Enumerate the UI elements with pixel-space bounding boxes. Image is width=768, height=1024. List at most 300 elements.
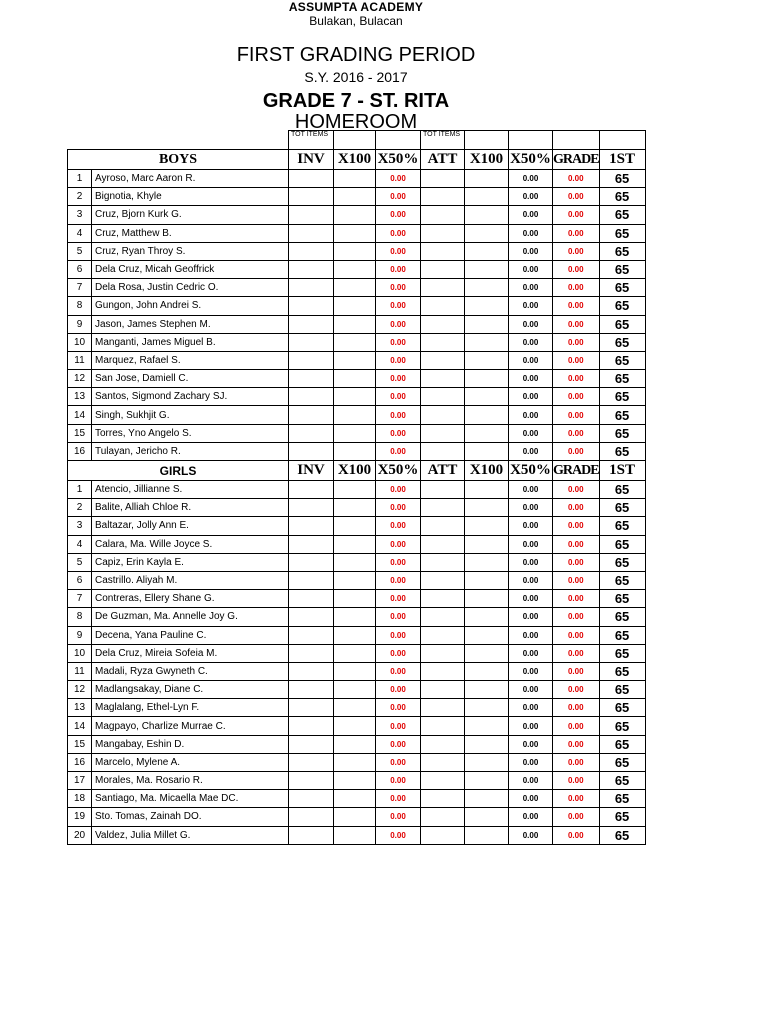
first-grading-value: 65	[599, 608, 645, 626]
inv-x50-value: 0.00	[376, 351, 421, 369]
inv-score-cell[interactable]	[289, 571, 334, 589]
grade-value: 0.00	[553, 333, 600, 351]
table-row	[68, 553, 646, 571]
att-score-cell[interactable]	[421, 424, 465, 442]
row-number: 11	[68, 351, 92, 369]
att-x100-cell	[465, 242, 509, 260]
first-grading-value: 65	[599, 297, 645, 315]
first-grading-value: 65	[599, 699, 645, 717]
att-x100-cell	[465, 790, 509, 808]
att-x100-cell	[465, 644, 509, 662]
row-number: 13	[68, 699, 92, 717]
subject-title: HOMEROOM	[294, 111, 418, 133]
inv-score-cell[interactable]	[289, 699, 334, 717]
student-name: Cruz, Bjorn Kurk G.	[92, 206, 289, 224]
att-x50-value: 0.00	[509, 662, 553, 680]
inv-score-cell[interactable]	[289, 608, 334, 626]
table-row	[68, 333, 646, 351]
att-x50-value: 0.00	[509, 517, 553, 535]
inv-score-cell[interactable]	[289, 662, 334, 680]
att-x50-value: 0.00	[509, 699, 553, 717]
att-x100-cell	[465, 188, 509, 206]
inv-x50-value: 0.00	[376, 753, 421, 771]
table-row	[68, 735, 646, 753]
att-x100-cell	[465, 442, 509, 460]
att-score-cell[interactable]	[421, 717, 465, 735]
inv-x50-value: 0.00	[376, 644, 421, 662]
att-score-cell[interactable]	[421, 499, 465, 517]
inv-x100-cell	[334, 608, 376, 626]
att-x50-value: 0.00	[509, 735, 553, 753]
table-row	[68, 388, 646, 406]
att-x50-value: 0.00	[509, 717, 553, 735]
table-row	[68, 644, 646, 662]
att-x50-value: 0.00	[509, 315, 553, 333]
att-x100-cell	[465, 753, 509, 771]
inv-x100-cell	[334, 499, 376, 517]
row-number: 15	[68, 735, 92, 753]
table-row	[68, 608, 646, 626]
att-score-cell[interactable]	[421, 790, 465, 808]
grade-value: 0.00	[553, 735, 600, 753]
inv-x50-value: 0.00	[376, 571, 421, 589]
first-grading-value: 65	[599, 535, 645, 553]
grade-value: 0.00	[553, 699, 600, 717]
student-name: Gungon, John Andrei S.	[92, 297, 289, 315]
grade-value: 0.00	[553, 772, 600, 790]
table-row	[68, 260, 646, 278]
att-x100-cell	[465, 370, 509, 388]
att-x100-cell	[465, 571, 509, 589]
inv-x50-value: 0.00	[376, 279, 421, 297]
boys-col-header-first: 1ST	[599, 150, 645, 170]
att-x100-cell	[465, 517, 509, 535]
row-number: 12	[68, 370, 92, 388]
first-grading-value: 65	[599, 590, 645, 608]
att-x100-cell	[465, 699, 509, 717]
inv-score-cell[interactable]	[289, 333, 334, 351]
att-x50-value: 0.00	[509, 224, 553, 242]
att-score-cell[interactable]	[421, 370, 465, 388]
first-grading-value: 65	[599, 333, 645, 351]
row-number: 1	[68, 170, 92, 188]
att-score-cell[interactable]	[421, 590, 465, 608]
att-tot-items-cell[interactable]	[465, 131, 509, 150]
grade-value: 0.00	[553, 388, 600, 406]
grade-value: 0.00	[553, 753, 600, 771]
att-x50-value: 0.00	[509, 351, 553, 369]
student-name: Singh, Sukhjit G.	[92, 406, 289, 424]
girls-col-header-att: ATT	[421, 461, 465, 481]
att-score-cell[interactable]	[421, 351, 465, 369]
att-score-cell[interactable]	[421, 808, 465, 826]
inv-score-cell[interactable]	[289, 188, 334, 206]
girls-col-header-grade: GRADE	[553, 461, 600, 481]
grade-value: 0.00	[553, 315, 600, 333]
inv-x50-value: 0.00	[376, 297, 421, 315]
att-x50-value: 0.00	[509, 608, 553, 626]
att-x100-cell	[465, 260, 509, 278]
table-row	[68, 571, 646, 589]
inv-x50-value: 0.00	[376, 681, 421, 699]
att-score-cell[interactable]	[421, 481, 465, 499]
row-number: 14	[68, 406, 92, 424]
inv-score-cell[interactable]	[289, 315, 334, 333]
att-x100-cell	[465, 481, 509, 499]
att-score-cell[interactable]	[421, 260, 465, 278]
att-score-cell[interactable]	[421, 406, 465, 424]
table-row	[68, 772, 646, 790]
grade-value: 0.00	[553, 499, 600, 517]
student-name: Maglalang, Ethel-Lyn F.	[92, 699, 289, 717]
row-number: 6	[68, 260, 92, 278]
inv-x50-value: 0.00	[376, 772, 421, 790]
row-number: 16	[68, 442, 92, 460]
att-score-cell[interactable]	[421, 297, 465, 315]
boys-col-header-inv-x100: X100	[334, 150, 376, 170]
att-x50-value: 0.00	[509, 571, 553, 589]
att-x100-cell	[465, 826, 509, 844]
row-number: 16	[68, 753, 92, 771]
inv-score-cell[interactable]	[289, 499, 334, 517]
inv-x50-value: 0.00	[376, 260, 421, 278]
inv-score-cell[interactable]	[289, 644, 334, 662]
table-row	[68, 242, 646, 260]
inv-x100-cell	[334, 553, 376, 571]
inv-score-cell[interactable]	[289, 242, 334, 260]
inv-x100-cell	[334, 333, 376, 351]
att-x100-cell	[465, 590, 509, 608]
row-number: 15	[68, 424, 92, 442]
inv-score-cell[interactable]	[289, 735, 334, 753]
grade-value: 0.00	[553, 242, 600, 260]
inv-score-cell[interactable]	[289, 717, 334, 735]
first-grading-value: 65	[599, 626, 645, 644]
school-name: ASSUMPTA ACADEMY	[288, 0, 424, 14]
inv-x100-cell	[334, 370, 376, 388]
table-row	[68, 681, 646, 699]
inv-x50-value: 0.00	[376, 499, 421, 517]
inv-x50-value: 0.00	[376, 626, 421, 644]
att-score-cell[interactable]	[421, 735, 465, 753]
school-year: S.Y. 2016 - 2017	[304, 69, 408, 85]
att-score-cell[interactable]	[421, 315, 465, 333]
att-x100-cell	[465, 388, 509, 406]
grade-value: 0.00	[553, 535, 600, 553]
inv-score-cell[interactable]	[289, 224, 334, 242]
att-x50-value: 0.00	[509, 626, 553, 644]
inv-x100-cell	[334, 170, 376, 188]
att-score-cell[interactable]	[421, 608, 465, 626]
row-number: 9	[68, 626, 92, 644]
table-row	[68, 406, 646, 424]
att-score-cell[interactable]	[421, 699, 465, 717]
student-name: Marcelo, Mylene A.	[92, 753, 289, 771]
first-grading-value: 65	[599, 826, 645, 844]
att-x100-cell	[465, 224, 509, 242]
inv-score-cell[interactable]	[289, 406, 334, 424]
att-x50-value: 0.00	[509, 590, 553, 608]
table-row	[68, 717, 646, 735]
inv-score-cell[interactable]	[289, 681, 334, 699]
table-row	[68, 790, 646, 808]
first-grading-value: 65	[599, 260, 645, 278]
inv-score-cell[interactable]	[289, 808, 334, 826]
grade-value: 0.00	[553, 717, 600, 735]
row-number: 10	[68, 333, 92, 351]
inv-x50-value: 0.00	[376, 517, 421, 535]
grade-value: 0.00	[553, 279, 600, 297]
student-name: Morales, Ma. Rosario R.	[92, 772, 289, 790]
grade-value: 0.00	[553, 370, 600, 388]
first-grading-value: 65	[599, 772, 645, 790]
row-number: 1	[68, 481, 92, 499]
att-score-cell[interactable]	[421, 626, 465, 644]
student-name: Madlangsakay, Diane C.	[92, 681, 289, 699]
att-score-cell[interactable]	[421, 242, 465, 260]
att-x50-value: 0.00	[509, 681, 553, 699]
att-x50-value: 0.00	[509, 388, 553, 406]
inv-x100-cell	[334, 388, 376, 406]
att-x50-value: 0.00	[509, 753, 553, 771]
table-row	[68, 808, 646, 826]
inv-x50-value: 0.00	[376, 553, 421, 571]
att-x100-cell	[465, 424, 509, 442]
student-name: Valdez, Julia Millet G.	[92, 826, 289, 844]
inv-x100-cell	[334, 406, 376, 424]
inv-x100-cell	[334, 206, 376, 224]
inv-score-cell[interactable]	[289, 279, 334, 297]
att-x100-cell	[465, 406, 509, 424]
att-score-cell[interactable]	[421, 388, 465, 406]
table-row	[68, 170, 646, 188]
boys-col-header-inv-x50: X50%	[376, 150, 421, 170]
att-score-cell[interactable]	[421, 753, 465, 771]
inv-x50-value: 0.00	[376, 699, 421, 717]
att-score-cell[interactable]	[421, 170, 465, 188]
inv-score-cell[interactable]	[289, 553, 334, 571]
table-row	[68, 442, 646, 460]
att-score-cell[interactable]	[421, 662, 465, 680]
table-row	[68, 699, 646, 717]
inv-score-cell[interactable]	[289, 388, 334, 406]
att-x100-cell	[465, 170, 509, 188]
inv-score-cell[interactable]	[289, 481, 334, 499]
row-number: 7	[68, 590, 92, 608]
first-grading-value: 65	[599, 424, 645, 442]
student-name: Santos, Sigmond Zachary SJ.	[92, 388, 289, 406]
girls-col-header-inv-x100: X100	[334, 461, 376, 481]
girls-col-header-first: 1ST	[599, 461, 645, 481]
table-row	[68, 662, 646, 680]
inv-score-cell[interactable]	[289, 772, 334, 790]
row-number: 5	[68, 553, 92, 571]
att-score-cell[interactable]	[421, 206, 465, 224]
inv-x100-cell	[334, 626, 376, 644]
inv-x100-cell	[334, 315, 376, 333]
student-name: Jason, James Stephen M.	[92, 315, 289, 333]
inv-score-cell[interactable]	[289, 590, 334, 608]
att-score-cell[interactable]	[421, 681, 465, 699]
grade-value: 0.00	[553, 188, 600, 206]
girls-col-header-att-x50: X50%	[509, 461, 553, 481]
student-name: Cruz, Matthew B.	[92, 224, 289, 242]
att-x50-value: 0.00	[509, 553, 553, 571]
boys-col-header-att: ATT	[421, 150, 465, 170]
att-x100-cell	[465, 297, 509, 315]
student-name: Tulayan, Jericho R.	[92, 442, 289, 460]
student-name: Dela Rosa, Justin Cedric O.	[92, 279, 289, 297]
grade-value: 0.00	[553, 406, 600, 424]
row-number: 13	[68, 388, 92, 406]
inv-score-cell[interactable]	[289, 535, 334, 553]
inv-x50-value: 0.00	[376, 242, 421, 260]
inv-x100-cell	[334, 808, 376, 826]
row-number: 11	[68, 662, 92, 680]
inv-score-cell[interactable]	[289, 297, 334, 315]
inv-score-cell[interactable]	[289, 206, 334, 224]
att-score-cell[interactable]	[421, 826, 465, 844]
student-name: Torres, Yno Angelo S.	[92, 424, 289, 442]
att-score-cell[interactable]	[421, 224, 465, 242]
inv-x50-value: 0.00	[376, 370, 421, 388]
att-x100-cell	[465, 333, 509, 351]
table-row	[68, 590, 646, 608]
first-grading-value: 65	[599, 753, 645, 771]
inv-x100-cell	[334, 224, 376, 242]
row-number: 19	[68, 808, 92, 826]
row-number: 2	[68, 188, 92, 206]
row-number: 12	[68, 681, 92, 699]
inv-score-cell[interactable]	[289, 826, 334, 844]
first-grading-value: 65	[599, 370, 645, 388]
table-row	[68, 279, 646, 297]
att-score-cell[interactable]	[421, 571, 465, 589]
boys-header-row	[68, 150, 646, 170]
inv-score-cell[interactable]	[289, 626, 334, 644]
table-row	[68, 351, 646, 369]
inv-score-cell[interactable]	[289, 260, 334, 278]
att-x50-value: 0.00	[509, 535, 553, 553]
att-score-cell[interactable]	[421, 517, 465, 535]
inv-x100-cell	[334, 753, 376, 771]
grade-value: 0.00	[553, 224, 600, 242]
inv-score-cell[interactable]	[289, 790, 334, 808]
att-x100-cell	[465, 553, 509, 571]
att-x50-value: 0.00	[509, 188, 553, 206]
inv-score-cell[interactable]	[289, 442, 334, 460]
first-grading-value: 65	[599, 188, 645, 206]
inv-x100-cell	[334, 442, 376, 460]
att-x50-value: 0.00	[509, 206, 553, 224]
inv-x100-cell	[334, 260, 376, 278]
table-row	[68, 188, 646, 206]
inv-score-cell[interactable]	[289, 170, 334, 188]
student-name: Balite, Alliah Chloe R.	[92, 499, 289, 517]
girls-col-header-inv: INV	[289, 461, 334, 481]
inv-x50-value: 0.00	[376, 170, 421, 188]
first-grading-value: 65	[599, 206, 645, 224]
att-x50-value: 0.00	[509, 772, 553, 790]
grade-value: 0.00	[553, 826, 600, 844]
row-number: 18	[68, 790, 92, 808]
inv-x50-value: 0.00	[376, 333, 421, 351]
grade-value: 0.00	[553, 517, 600, 535]
att-score-cell[interactable]	[421, 279, 465, 297]
inv-x50-value: 0.00	[376, 406, 421, 424]
att-score-cell[interactable]	[421, 772, 465, 790]
att-score-cell[interactable]	[421, 644, 465, 662]
inv-score-cell[interactable]	[289, 351, 334, 369]
student-name: Mangabay, Eshin D.	[92, 735, 289, 753]
grade-value: 0.00	[553, 170, 600, 188]
inv-x50-value: 0.00	[376, 662, 421, 680]
inv-score-cell[interactable]	[289, 753, 334, 771]
student-name: Contreras, Ellery Shane G.	[92, 590, 289, 608]
att-x100-cell	[465, 662, 509, 680]
grade-value: 0.00	[553, 681, 600, 699]
att-x50-value: 0.00	[509, 242, 553, 260]
first-grading-value: 65	[599, 224, 645, 242]
inv-x100-cell	[334, 772, 376, 790]
inv-x50-value: 0.00	[376, 717, 421, 735]
inv-x100-cell	[334, 571, 376, 589]
row-number: 8	[68, 608, 92, 626]
first-grading-value: 65	[599, 662, 645, 680]
inv-score-cell[interactable]	[289, 370, 334, 388]
grade-value: 0.00	[553, 790, 600, 808]
row-number: 14	[68, 717, 92, 735]
first-grading-value: 65	[599, 790, 645, 808]
att-x50-value: 0.00	[509, 481, 553, 499]
row-number: 6	[68, 571, 92, 589]
boys-group-label: BOYS	[68, 150, 289, 170]
first-grading-value: 65	[599, 279, 645, 297]
grade-value: 0.00	[553, 626, 600, 644]
att-score-cell[interactable]	[421, 553, 465, 571]
student-name: Madali, Ryza Gwyneth C.	[92, 662, 289, 680]
att-x50-value: 0.00	[509, 170, 553, 188]
inv-x100-cell	[334, 517, 376, 535]
inv-x50-value: 0.00	[376, 608, 421, 626]
att-x50-value: 0.00	[509, 297, 553, 315]
att-score-cell[interactable]	[421, 535, 465, 553]
att-x50-value: 0.00	[509, 279, 553, 297]
student-name: Magpayo, Charlize Murrae C.	[92, 717, 289, 735]
inv-tot-items-cell[interactable]	[334, 131, 376, 150]
inv-x50-value: 0.00	[376, 808, 421, 826]
inv-x100-cell	[334, 590, 376, 608]
grade-value: 0.00	[553, 297, 600, 315]
att-x100-cell	[465, 772, 509, 790]
table-row	[68, 370, 646, 388]
inv-x50-value: 0.00	[376, 388, 421, 406]
inv-x50-value: 0.00	[376, 224, 421, 242]
att-x100-cell	[465, 279, 509, 297]
row-number: 10	[68, 644, 92, 662]
table-row	[68, 499, 646, 517]
first-grading-value: 65	[599, 481, 645, 499]
att-score-cell[interactable]	[421, 188, 465, 206]
student-name: San Jose, Damiell C.	[92, 370, 289, 388]
inv-x100-cell	[334, 644, 376, 662]
att-score-cell[interactable]	[421, 333, 465, 351]
first-grading-value: 65	[599, 571, 645, 589]
inv-score-cell[interactable]	[289, 517, 334, 535]
student-name: Marquez, Rafael S.	[92, 351, 289, 369]
att-score-cell[interactable]	[421, 442, 465, 460]
inv-score-cell[interactable]	[289, 424, 334, 442]
